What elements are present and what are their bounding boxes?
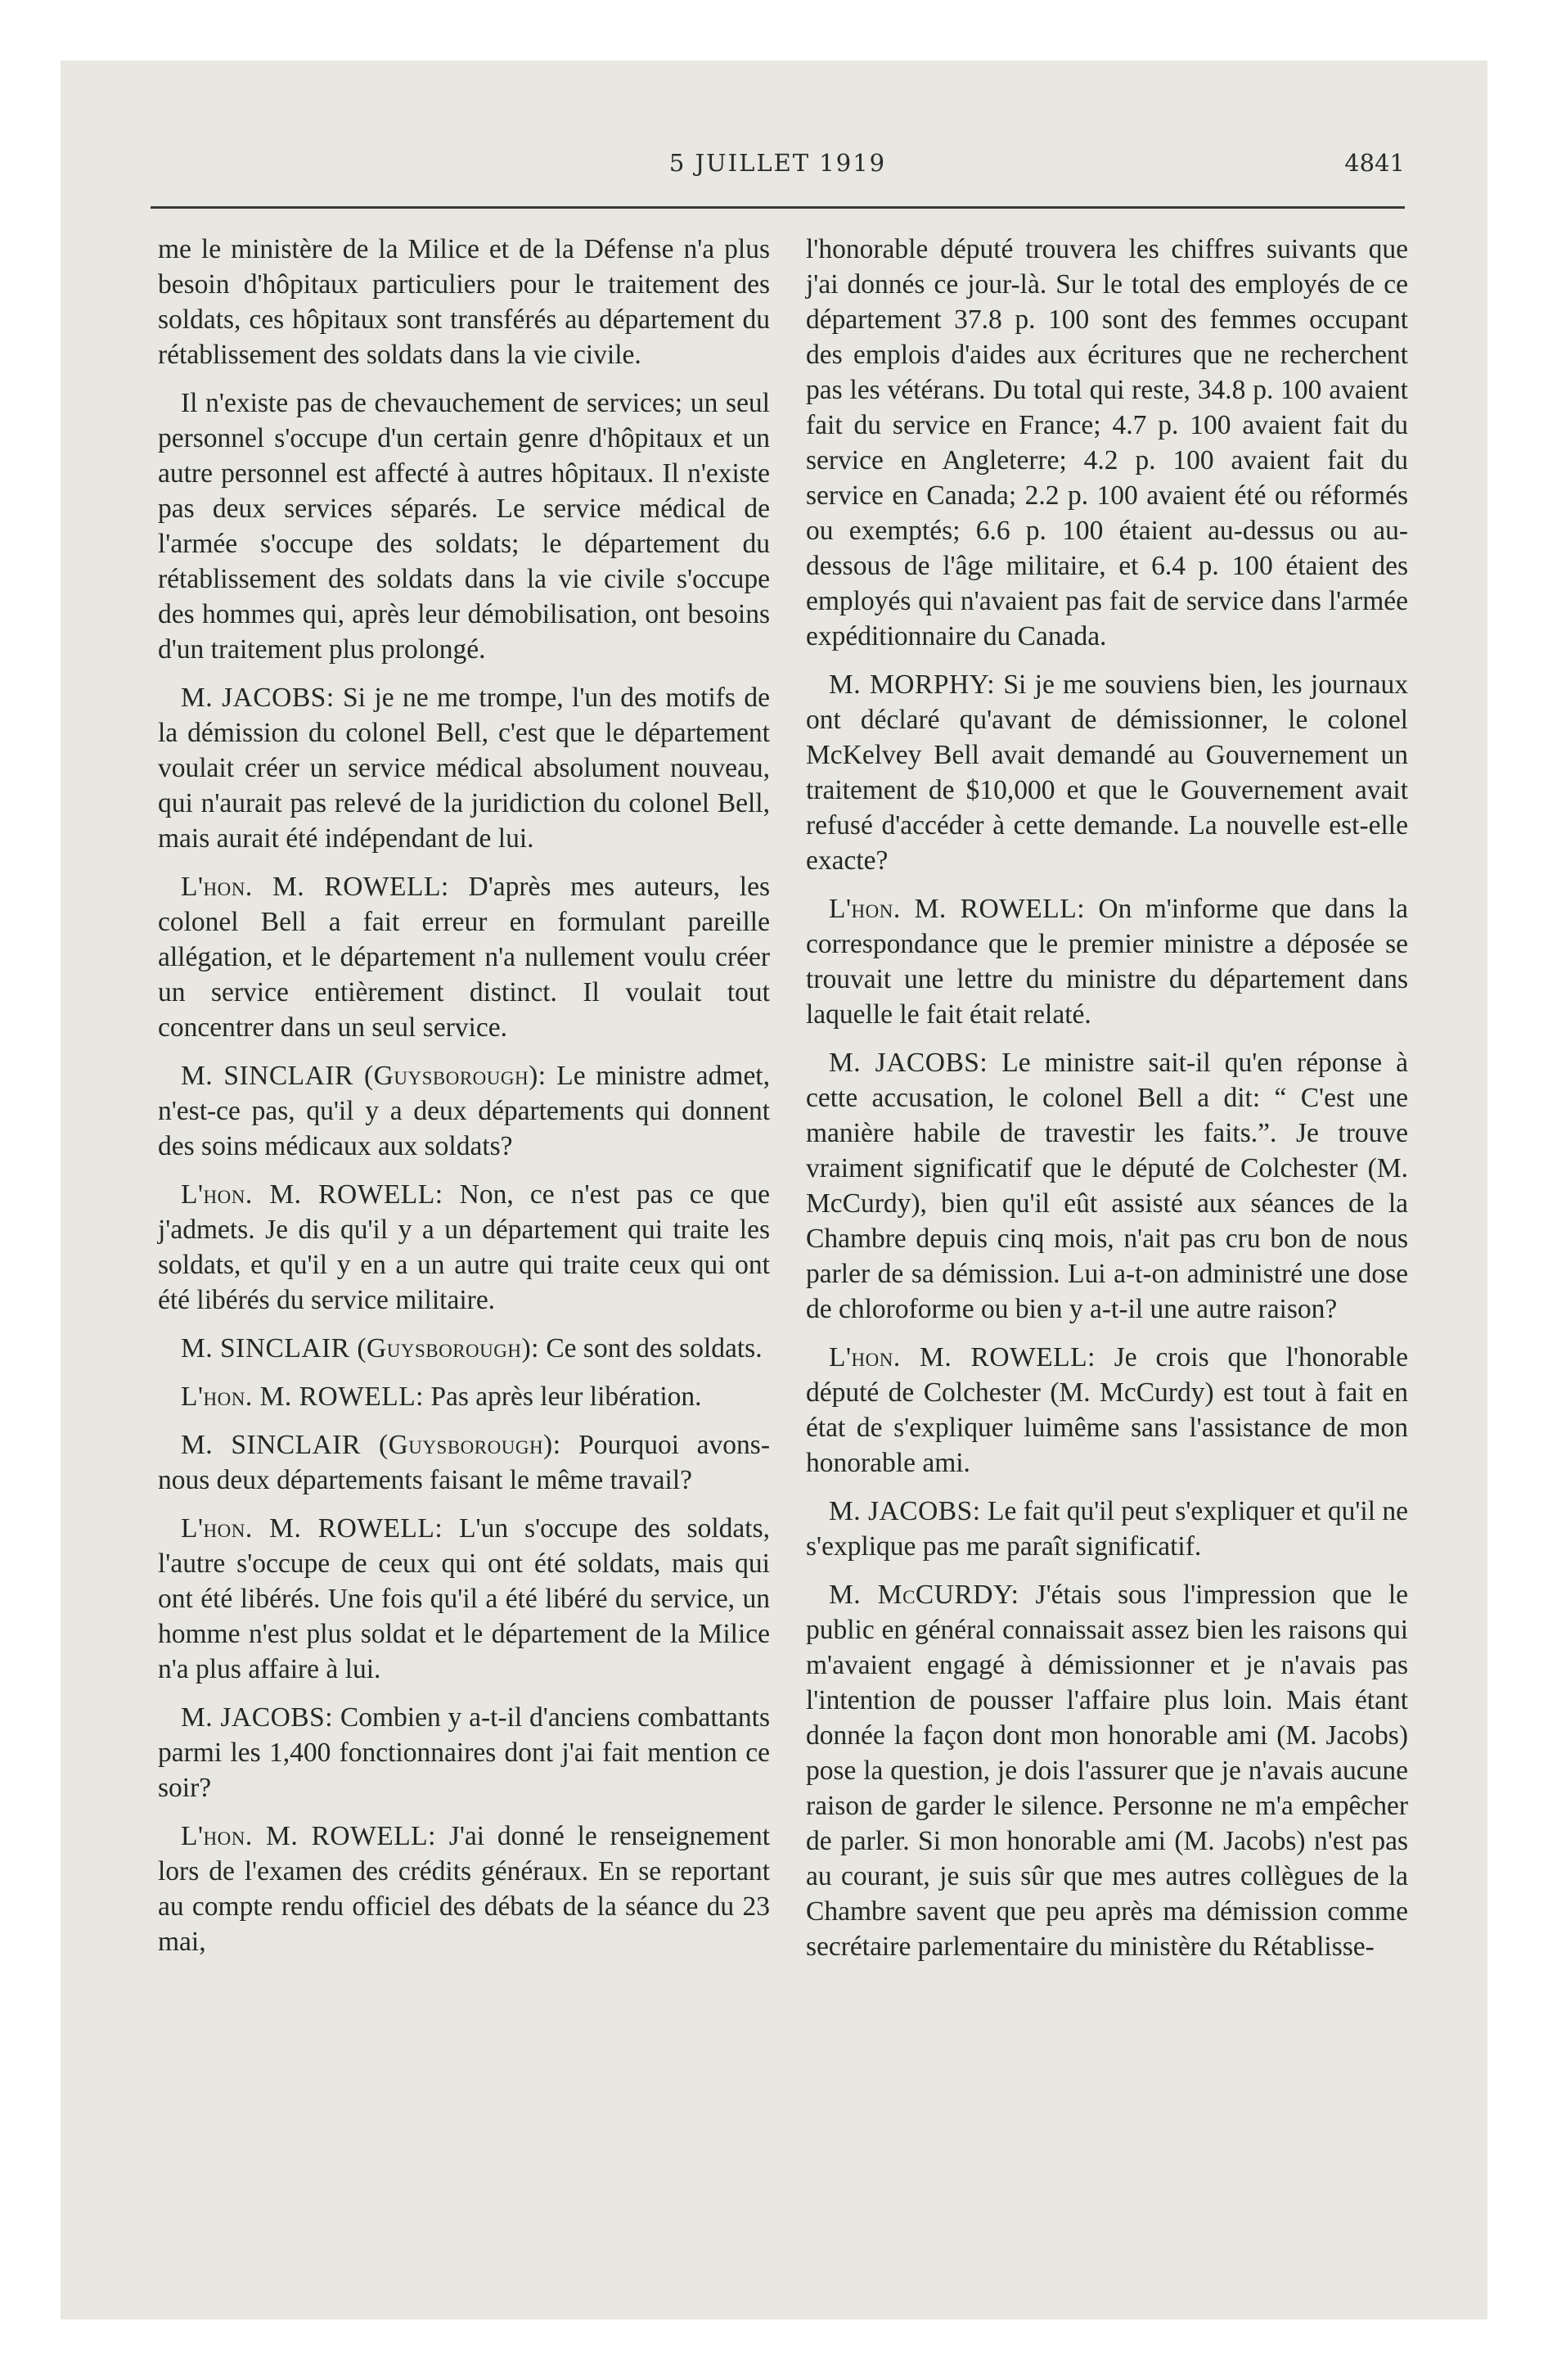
paragraph-text: Non, ce n'est pas ce que j'admets. Je dis qu'il y a un département qui traite les soldats, et qu'il y en a un autre qui traite ceux qui ont été libérés du service militaire.	[158, 1179, 771, 1315]
right-column	[806, 232, 1408, 1977]
speaker-name: M. JACOBS:	[829, 1496, 981, 1526]
paragraph	[158, 1331, 770, 1366]
paragraph-text: Pas après leur libération.	[423, 1382, 702, 1412]
header-rule	[151, 206, 1405, 209]
paragraph-text: Il n'existe pas de chevauchement de services; un seul personnel s'occupe d'un certain genre d'hôpitaux et un autre personnel est affecté à autres hôpitaux. Il n'existe pas deux services séparés. Le service médical de l'armée s'occupe des soldats; le département du rétablissement des soldats dans la vie civile s'occupe des hommes qui, après leur démobilisation, ont besoins d'un traitement plus prolongé.	[158, 388, 770, 665]
paragraph-text: Je crois que l'honorable député de Colchester (M. McCurdy) est tout à fait en état de s'expliquer luimême sans l'assistance de mon honorable ami.	[806, 1342, 1408, 1478]
left-column	[158, 232, 770, 1972]
paragraph	[806, 1340, 1408, 1481]
speaker-name: L'hon. M. ROWELL:	[181, 1821, 436, 1851]
speaker-name: L'hon. M. ROWELL:	[181, 1179, 443, 1210]
speaker-name: M. SINCLAIR (Guysborough):	[181, 1061, 547, 1091]
paragraph	[806, 891, 1408, 1032]
paragraph-text: D'après mes auteurs, les colonel Bell a fait erreur en formulant pareille allégation, et le département n'a nullement voulu créer un service entièrement distinct. Il voulait tout concentrer dans un seul service.	[158, 872, 771, 1043]
paragraph	[806, 1494, 1408, 1564]
paragraph	[806, 1577, 1408, 1964]
speaker-name: M. SINCLAIR (Guysborough):	[181, 1333, 539, 1364]
paragraph	[806, 1045, 1408, 1327]
paragraph-text: J'ai donné le renseignement lors de l'examen des crédits généraux. En se reportant au compte rendu officiel des débats de la séance du 23 mai,	[158, 1821, 770, 1957]
paragraph-text: On m'informe que dans la correspondance que le premier ministre a déposée se trouvait une lettre du ministre du département dans laquelle le fait était relaté.	[806, 894, 1408, 1030]
paragraph	[158, 1177, 770, 1318]
speaker-name: L'hon. M. ROWELL:	[829, 1342, 1096, 1373]
paragraph-text: l'honorable député trouvera les chiffres suivants que j'ai donnés ce jour-là. Sur le total des employés de ce département 37.8 p. 100 sont des femmes occupant des emplois d'aides aux écritures que ne recherchent pas les vétérans. Du total qui reste, 34.8 p. 100 avaient fait du service en France; 4.7 p. 100 avaient fait du service en Angleterre; 4.2 p. 100 avaient fait du service en Canada; 2.2 p. 100 avaient été ou réformés ou exemptés; 6.6 p. 100 étaient au-dessus ou au-dessous de l'âge militaire, et 6.4 p. 100 étaient des employés qui n'avaient pas fait de service dans l'armée expéditionnaire du Canada.	[806, 234, 1408, 651]
paragraph	[158, 680, 770, 856]
speaker-name: M. JACOBS:	[181, 683, 335, 713]
speaker-name: M. JACOBS:	[181, 1702, 334, 1733]
paragraph-text: L'un s'occupe des soldats, l'autre s'occupe de ceux qui ont été soldats, mais qui ont été libérés. Une fois qu'il a été libéré du service, un homme n'est plus soldat et le département de la Milice n'a plus affaire à lui.	[158, 1513, 770, 1684]
speaker-name: L'hon. M. ROWELL:	[181, 1382, 424, 1412]
paragraph	[158, 1819, 770, 1959]
paragraph	[806, 667, 1408, 878]
paragraph	[158, 1058, 770, 1164]
paragraph-text: Si je me souviens bien, les journaux ont déclaré qu'avant de démissionner, le colonel McKelvey Bell avait demandé au Gouvernement un traitement de $10,000 et que le Gouvernement avait refusé d'accéder à cette demande. La nouvelle est-elle exacte?	[806, 669, 1408, 876]
paragraph	[158, 869, 770, 1045]
paragraph	[158, 232, 770, 372]
speaker-name: M. JACOBS:	[829, 1048, 988, 1078]
speaker-name: M. MORPHY:	[829, 669, 996, 700]
paragraph	[806, 232, 1408, 654]
speaker-name: L'hon. M. ROWELL:	[181, 1513, 443, 1544]
paragraph-text: Le fait qu'il peut s'expliquer et qu'il ne s'explique pas me paraît significatif.	[806, 1496, 1409, 1562]
speaker-name: L'hon. M. ROWELL:	[829, 894, 1085, 924]
paragraph-text: Combien y a-t-il d'anciens combattants parmi les 1,400 fonctionnaires dont j'ai fait mention ce soir?	[158, 1702, 770, 1803]
paragraph-text: Ce sont des soldats.	[538, 1333, 763, 1364]
speaker-name: M. SINCLAIR (Guysborough):	[181, 1430, 561, 1460]
paragraph	[158, 1427, 770, 1498]
paragraph	[158, 385, 770, 667]
paragraph	[158, 1511, 770, 1687]
paragraph	[158, 1700, 770, 1805]
speaker-name: L'hon. M. ROWELL:	[181, 872, 449, 902]
paragraph-text: Le ministre admet, n'est-ce pas, qu'il y a deux départements qui donnent des soins médicaux aux soldats?	[158, 1061, 770, 1161]
page-date: 5 JUILLET 1919	[668, 149, 887, 177]
page-header	[151, 144, 1405, 193]
paragraph-text: Si je ne me trompe, l'un des motifs de la démission du colonel Bell, c'est que le département voulait créer un service médical absolument nouveau, qui n'aurait pas relevé de la juridiction du colonel Bell, mais aurait été indépendant de lui.	[158, 683, 770, 854]
paragraph-text: Pourquoi avons-nous deux départements faisant le même travail?	[158, 1430, 770, 1495]
paragraph-text: Le ministre sait-il qu'en réponse à cette accusation, le colonel Bell a dit: “ C'est une manière habile de travestir les faits.”. Je trouve vraiment significatif que le député de Colchester (M. McCurdy), bien qu'il eût assisté aux séances de la Chambre depuis cinq mois, n'ait pas cru bon de nous parler de sa démission. Lui a-t-on administré une dose de chloroforme ou bien y a-t-il une autre raison?	[806, 1048, 1408, 1324]
paragraph-text: J'étais sous l'impression que le public en général connaissait assez bien les raisons qui m'avaient engagé à démissionner et je n'avais pas l'intention de pousser l'affaire plus loin. Mais étant donnée la façon dont mon honorable ami (M. Jacobs) pose la question, je dois l'assurer que je n'avais aucune raison de garder le silence. Personne ne m'a empêcher de parler. Si mon honorable ami (M. Jacobs) n'est pas au courant, je suis sûr que mes autres collègues de la Chambre savent que peu après ma démission comme secrétaire parlementaire du ministère du Rétablisse-	[806, 1580, 1408, 1962]
page-number: 4841	[1344, 149, 1405, 177]
paragraph	[158, 1379, 770, 1414]
paragraph-text: me le ministère de la Milice et de la Défense n'a plus besoin d'hôpitaux particuliers pour le traitement des soldats, ces hôpitaux sont transférés au département du rétablissement des soldats dans la vie civile.	[158, 234, 770, 370]
speaker-name: M. McCURDY:	[829, 1580, 1019, 1610]
